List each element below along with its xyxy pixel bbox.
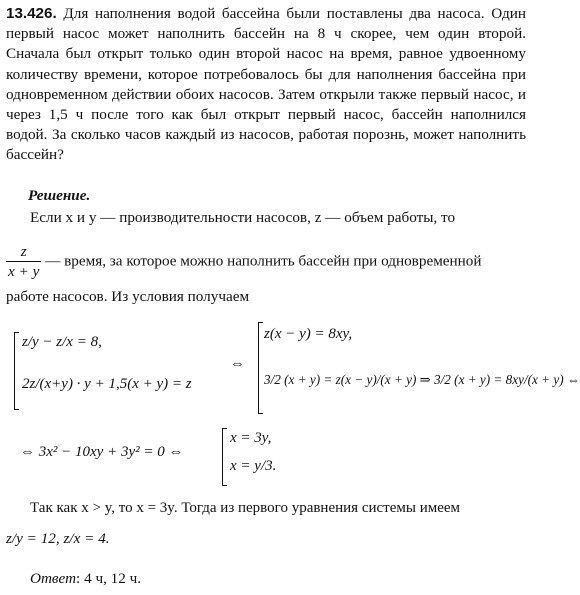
quadratic-equation bbox=[20, 444, 184, 461]
solution-set-eq2 bbox=[230, 458, 276, 475]
since-line bbox=[30, 500, 460, 517]
result-text: z/y = 12, z/x = 4. bbox=[6, 530, 110, 547]
answer-line bbox=[30, 570, 141, 588]
quadratic-equation-text: ⇔ 3x² − 10xy + 3y² = 0 ⇔ bbox=[20, 444, 184, 460]
system2-eq2 bbox=[264, 372, 580, 388]
system1-eq1-text: z/y − z/x = 8, bbox=[22, 334, 102, 350]
problem-statement bbox=[6, 4, 526, 166]
solution-line-1 bbox=[6, 208, 526, 228]
solution-set-eq1-text: x = 3y, bbox=[230, 430, 272, 446]
problem-number: 13.426. bbox=[6, 5, 57, 22]
since-text: Так как x > y, то x = 3y. Тогда из первого уравнения системы имеем bbox=[30, 500, 461, 516]
solution-set-brace bbox=[222, 428, 227, 486]
time-fraction-numerator: z bbox=[20, 243, 27, 260]
solution-line3-text: работе насосов. Из условия получаем bbox=[6, 288, 250, 305]
solution-line2-text: — время, за которое можно наполнить бассейн при одновременной bbox=[45, 252, 482, 270]
solution-heading-row bbox=[28, 186, 548, 206]
solution-set-eq2-text: x = y/3. bbox=[230, 458, 277, 474]
equiv-sign-1: ⇔ bbox=[230, 356, 245, 372]
time-fraction bbox=[6, 244, 41, 279]
system1-eq2 bbox=[22, 376, 192, 393]
result-line bbox=[6, 530, 110, 548]
answer-label: Ответ bbox=[30, 570, 77, 587]
problem-text: Для наполнения водой бассейна были поставлены два насоса. Один первый насос может наполнить бассейн на 8 ч скорее, чем один второй. Сначала был открыт только один второй насос на время, равное удвоенному количеству времени, которое потребовалось бы для наполнения бассейна при одновременном действии обоих насосов. Затем открыли также первый насос, и через 1,5 ч после того как был открыт первый насос, бассейн наполнился водой. За сколько часов каждый из насосов, работая порознь, может наполнить бассейн? bbox=[6, 5, 527, 164]
system2-eq1 bbox=[264, 326, 352, 343]
solution-heading: Решение. bbox=[28, 187, 91, 204]
system1-brace bbox=[14, 332, 19, 410]
time-fraction-denominator: x + y bbox=[8, 263, 40, 281]
system2-eq2-text: 3/2 (x + y) = z(x − y)/(x + y) ⇒ 3/2 (x + y) = 8xy/(x + y) ⇔ bbox=[264, 372, 580, 387]
system2-eq1-text: z(x − y) = 8xy, bbox=[264, 326, 353, 342]
system1-eq1 bbox=[22, 334, 102, 351]
system2-brace bbox=[258, 322, 263, 414]
answer-value: : 4 ч, 12 ч. bbox=[76, 570, 142, 587]
solution-line1-text: Если x и y — производительности насосов, z — объем работы, то bbox=[30, 209, 456, 226]
solution-line-2 bbox=[6, 244, 482, 279]
solution-line-3 bbox=[6, 288, 249, 306]
system1-eq2-text: 2z/(x+y) · y + 1,5(x + y) = z bbox=[22, 376, 192, 392]
solution-set-eq1 bbox=[230, 430, 271, 447]
